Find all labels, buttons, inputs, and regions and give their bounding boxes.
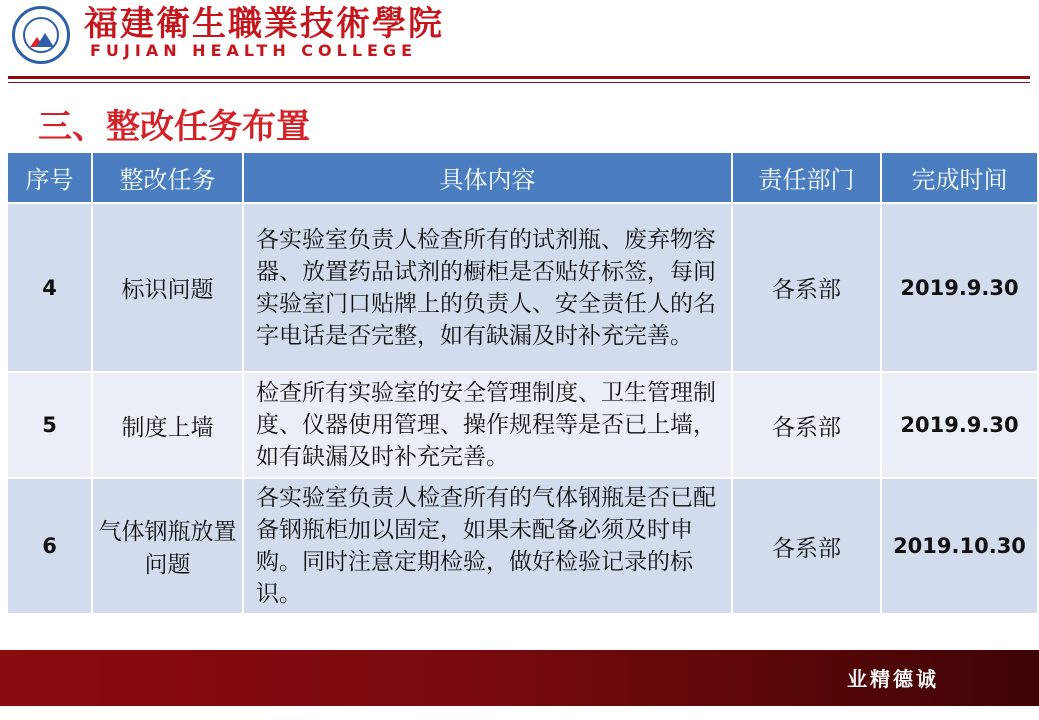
table-row: [8, 203, 1038, 372]
row-content: 各实验室负责人检查所有的气体钢瓶是否已配备钢瓶柜加以固定，如果未配备必须及时申购。同时注意定期检验，做好检验记录的标识。: [243, 478, 732, 613]
row-number: 4: [8, 203, 92, 372]
row-content: 各实验室负责人检查所有的试剂瓶、废弃物容器、放置药品试剂的橱柜是否贴好标签，每间实验室门口贴牌上的负责人、安全责任人的名字电话是否完整，如有缺漏及时补充完善。: [243, 203, 732, 372]
table-row: [8, 372, 1038, 478]
row-number: 5: [8, 372, 92, 478]
row-department: 各系部: [732, 478, 881, 613]
logo-mountain-blue: [36, 33, 54, 47]
row-content: 检查所有实验室的安全管理制度、卫生管理制度、仪器使用管理、操作规程等是否已上墙，如有缺漏及时补充完善。: [243, 372, 732, 478]
column-header-content: 具体内容: [243, 153, 732, 203]
column-header-deadline: 完成时间: [881, 153, 1038, 203]
college-name-english: FUJIAN HEALTH COLLEGE: [90, 41, 418, 60]
row-task: 气体钢瓶放置问题: [92, 478, 243, 613]
logo-inner-ring: [23, 17, 59, 53]
header-divider-thin: [8, 82, 1030, 83]
column-header-task: 整改任务: [92, 153, 243, 203]
header-divider-thick: [8, 76, 1030, 79]
table-header-row: [8, 153, 1038, 203]
row-number: 6: [8, 478, 92, 613]
row-task: 标识问题: [92, 203, 243, 372]
row-department: 各系部: [732, 203, 881, 372]
table-row: [8, 478, 1038, 613]
slide-title: 三、整改任务布置: [38, 107, 310, 147]
row-task: 制度上墙: [92, 372, 243, 478]
row-deadline: 2019.9.30: [881, 372, 1038, 478]
row-deadline: 2019.9.30: [881, 203, 1038, 372]
college-name-chinese: 福建衛生職業技術學院: [84, 4, 444, 44]
slide-header: [0, 0, 1039, 72]
college-motto: 业精德诚: [847, 667, 939, 691]
row-department: 各系部: [732, 372, 881, 478]
college-logo-icon: [12, 6, 70, 64]
rectification-task-table: [8, 153, 1039, 613]
column-header-department: 责任部门: [732, 153, 881, 203]
row-deadline: 2019.10.30: [881, 478, 1038, 613]
column-header-number: 序号: [8, 153, 92, 203]
